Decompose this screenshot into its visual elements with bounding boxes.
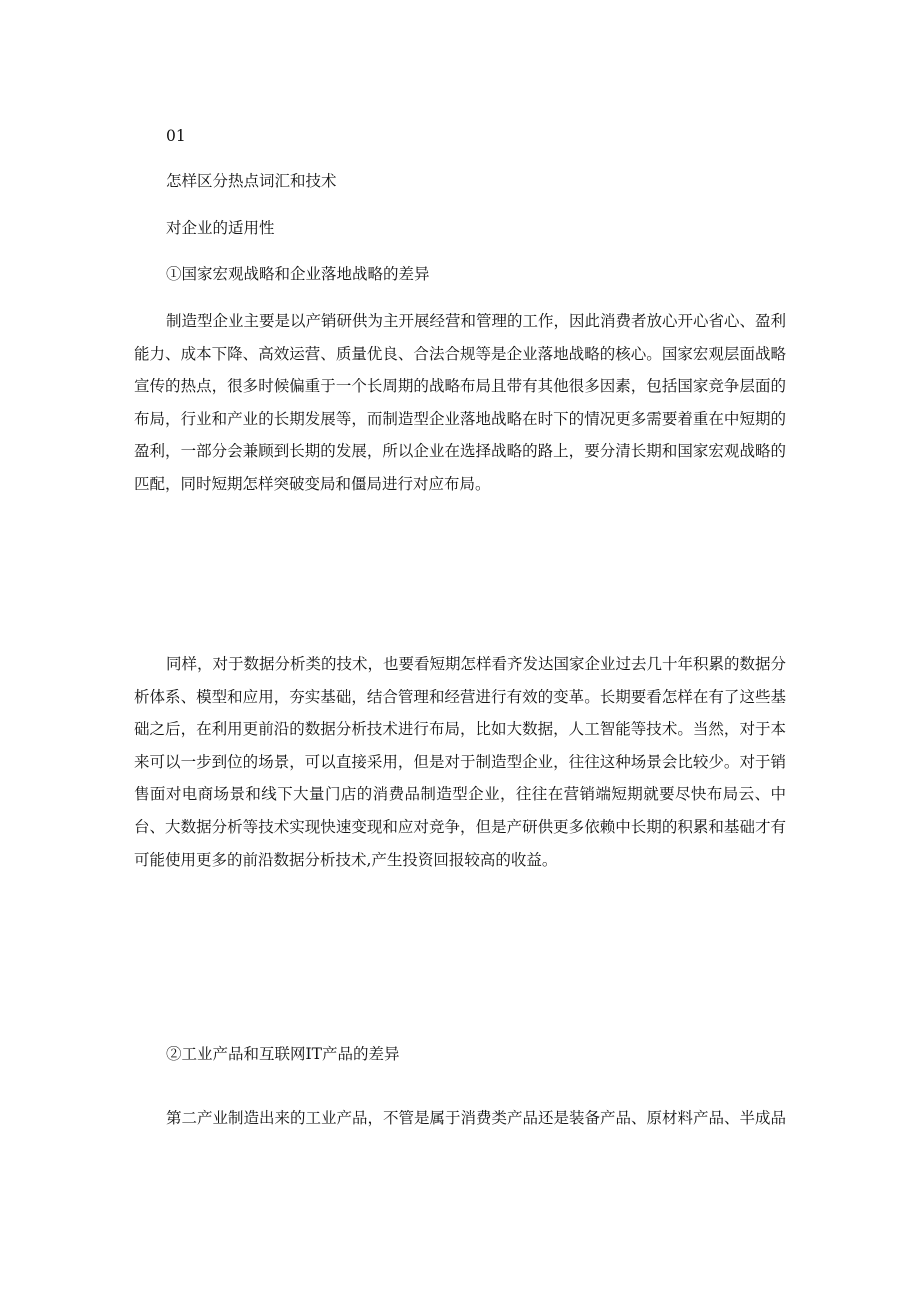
subheading-2: ②工业产品和互联网IT产品的差异 <box>166 1045 400 1063</box>
heading-line-1: 怎样区分热点词汇和技术 <box>166 172 337 190</box>
section-number: 01 <box>166 127 186 145</box>
paragraph-2: 同样，对于数据分析类的技术，也要看短期怎样看齐发达国家企业过去几十年积累的数据分析体系、模型和应用，夯实基础，结合管理和经营进行有效的变革。长期要看怎样在有了这些基础之后，在利用更前沿的数据分析技术进行布局，比如大数据，人工智能等技术。当然，对于本来可以一步到位的场景，可以直接采用，但是对于制造型企业，往往这种场景会比较少。对于销售面对电商场景和线下大量门店的消费品制造型企业，往往在营销端短期就要尽快布局云、中台、大数据分析等技术实现快速变现和应对竞争，但是产研供更多依赖中长期的积累和基础才有可能使用更多的前沿数据分析技术,产生投资回报较高的收益。 <box>134 655 787 869</box>
paragraph-1: 制造型企业主要是以产销研供为主开展经营和管理的工作，因此消费者放心开心省心、盈利能力、成本下降、高效运营、质量优良、合法合规等是企业落地战略的核心。国家宏观层面战略宣传的热点，很多时候偏重于一个长周期的战略布局且带有其他很多因素，包括国家竞争层面的布局，行业和产业的长期发展等，而制造型企业落地战略在时下的情况更多需要着重在中短期的盈利，一部分会兼顾到长期的发展，所以企业在选择战略的路上，要分清长期和国家宏观战略的匹配，同时短期怎样突破变局和僵局进行对应布局。 <box>134 312 787 493</box>
subheading-1: ①国家宏观战略和企业落地战略的差异 <box>166 265 430 283</box>
paragraph-3: 第二产业制造出来的工业产品，不管是属于消费类产品还是装备产品、原材料产品、半成品 <box>166 1109 786 1127</box>
heading-line-2: 对企业的适用性 <box>166 219 275 237</box>
